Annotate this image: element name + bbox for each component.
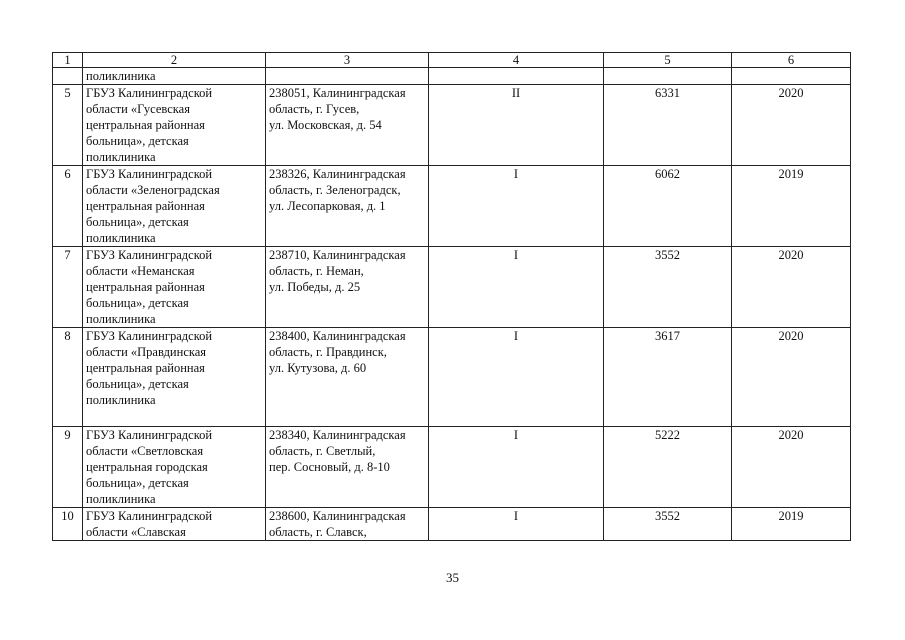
row-number: 8 bbox=[53, 328, 83, 427]
facility-name: ГБУЗ Калининградской области «Правдинская центральная районная больница», детская поликлиника bbox=[83, 328, 266, 427]
header-cell: 5 bbox=[604, 53, 732, 68]
facility-address: 238400, Калининградская область, г. Правдинск, ул. Кутузова, д. 60 bbox=[266, 328, 429, 427]
facility-year: 2020 bbox=[732, 427, 851, 508]
row-number: 10 bbox=[53, 508, 83, 541]
row-number: 9 bbox=[53, 427, 83, 508]
facility-name: ГБУЗ Калининградской области «Светловская центральная городская больница», детская поликлиника bbox=[83, 427, 266, 508]
facility-address bbox=[266, 68, 429, 85]
facility-category: I bbox=[429, 247, 604, 328]
facility-capacity: 3617 bbox=[604, 328, 732, 427]
facility-category: II bbox=[429, 85, 604, 166]
facility-name: ГБУЗ Калининградской области «Гусевская центральная районная больница», детская поликлиника bbox=[83, 85, 266, 166]
header-cell: 3 bbox=[266, 53, 429, 68]
facility-category: I bbox=[429, 328, 604, 427]
facility-category bbox=[429, 68, 604, 85]
facility-capacity: 5222 bbox=[604, 427, 732, 508]
header-cell: 4 bbox=[429, 53, 604, 68]
facilities-table bbox=[52, 52, 851, 541]
facility-name: ГБУЗ Калининградской области «Славская bbox=[83, 508, 266, 541]
facility-capacity: 6062 bbox=[604, 166, 732, 247]
facility-address: 238600, Калининградская область, г. Славск, bbox=[266, 508, 429, 541]
facility-capacity bbox=[604, 68, 732, 85]
header-cell: 2 bbox=[83, 53, 266, 68]
facility-address: 238340, Калининградская область, г. Светлый, пер. Сосновый, д. 8-10 bbox=[266, 427, 429, 508]
facility-category: I bbox=[429, 508, 604, 541]
page-number: 35 bbox=[446, 570, 459, 585]
continuation-row bbox=[53, 68, 851, 85]
facility-address: 238326, Калининградская область, г. Зеленоградск, ул. Лесопарковая, д. 1 bbox=[266, 166, 429, 247]
facility-address: 238710, Калининградская область, г. Неман, ул. Победы, д. 25 bbox=[266, 247, 429, 328]
table-row bbox=[53, 427, 851, 508]
table-header-row bbox=[53, 53, 851, 68]
facility-year: 2020 bbox=[732, 328, 851, 427]
table-row bbox=[53, 166, 851, 247]
table-row bbox=[53, 247, 851, 328]
facility-address: 238051, Калининградская область, г. Гусев, ул. Московская, д. 54 bbox=[266, 85, 429, 166]
row-number: 5 bbox=[53, 85, 83, 166]
facility-year: 2019 bbox=[732, 508, 851, 541]
table-row bbox=[53, 328, 851, 427]
facility-year: 2019 bbox=[732, 166, 851, 247]
facility-year: 2020 bbox=[732, 85, 851, 166]
header-cell: 1 bbox=[53, 53, 83, 68]
row-number: 6 bbox=[53, 166, 83, 247]
facility-capacity: 6331 bbox=[604, 85, 732, 166]
table-row bbox=[53, 85, 851, 166]
facility-name: поликлиника bbox=[83, 68, 266, 85]
facility-year bbox=[732, 68, 851, 85]
facility-capacity: 3552 bbox=[604, 508, 732, 541]
table-row bbox=[53, 508, 851, 541]
facility-name: ГБУЗ Калининградской области «Неманская центральная районная больница», детская поликлиника bbox=[83, 247, 266, 328]
facility-category: I bbox=[429, 427, 604, 508]
header-cell: 6 bbox=[732, 53, 851, 68]
row-number: 7 bbox=[53, 247, 83, 328]
facility-capacity: 3552 bbox=[604, 247, 732, 328]
facility-year: 2020 bbox=[732, 247, 851, 328]
facility-category: I bbox=[429, 166, 604, 247]
facility-name: ГБУЗ Калининградской области «Зеленоградская центральная районная больница», детская поликлиника bbox=[83, 166, 266, 247]
row-number bbox=[53, 68, 83, 85]
